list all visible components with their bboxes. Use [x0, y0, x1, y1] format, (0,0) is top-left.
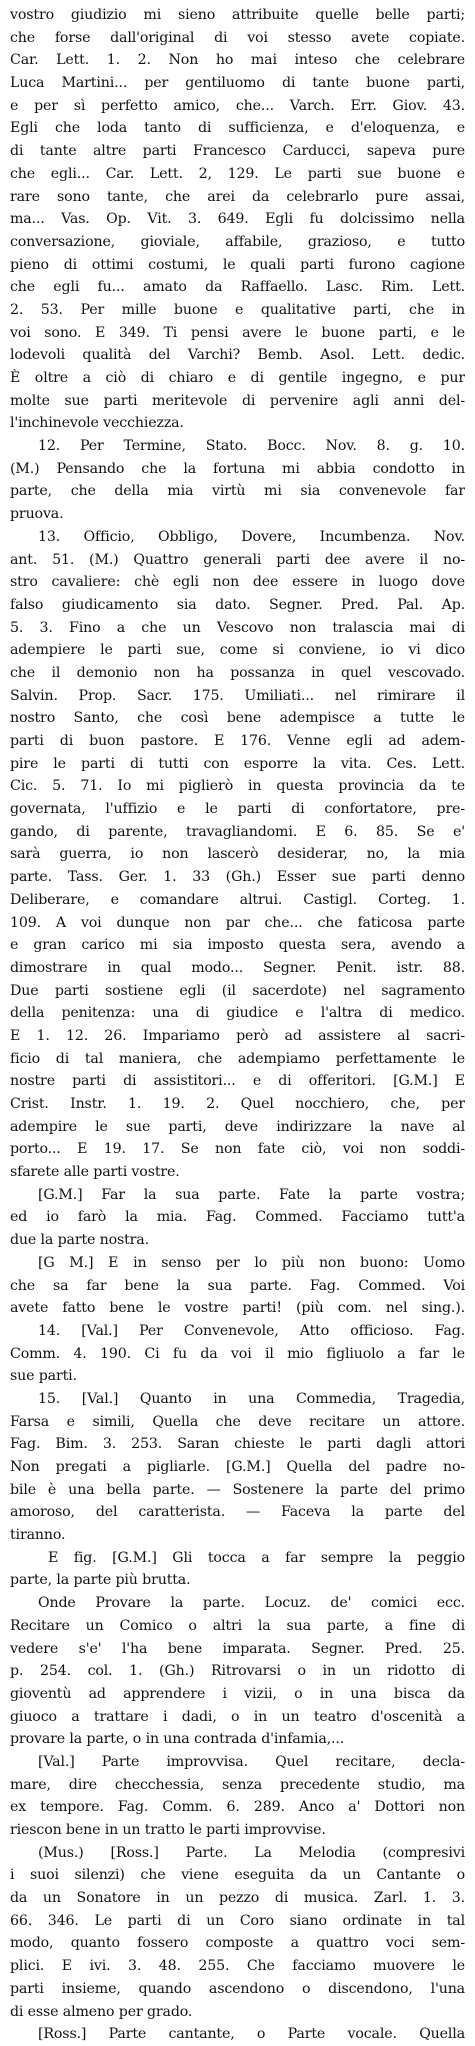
- text-line: stro cavaliere: chè egli non dee essere in luogo dove: [10, 574, 465, 591]
- text-line: Luca Martini... per gentiluomo di tante buone parti,: [10, 75, 465, 92]
- text-line: l'inchinevole vecchiezza.: [10, 415, 184, 432]
- text-line: vostro giudizio mi sieno attribuite quelle belle parti;: [10, 7, 465, 23]
- text-line: sarà guerra, io non lascerò desiderar, no, la mia: [10, 846, 465, 863]
- text-line: 5. 3. Fino a che un Vescovo non tralascia mai di: [10, 619, 465, 636]
- text-line: È oltre a ciò di chiaro e di gentile ingegno, e pur: [10, 370, 465, 386]
- text-line: pieno di ottimi costumi, le quali parti furono cagione: [10, 256, 465, 273]
- text-line: falso giudicamento sia dato. Segner. Pred. Pal. Ap.: [10, 596, 465, 613]
- section-heading: 13. Officio, Obbligo, Dovere, Incumbenza. Nov.: [38, 528, 465, 545]
- text-line: da un Sonatore in un pezzo di musica. Zarl. 1. 3.: [10, 1890, 465, 1907]
- text-line: di esse almeno per grado.: [10, 2003, 193, 2020]
- text-line: Comm. 4. 190. Ci fu da voi il mio figliuolo a far le: [10, 1345, 465, 1362]
- text-line: Deliberare, e comandare altrui. Castigl. Corteg. 1.: [10, 891, 465, 908]
- text-line: gioventù ad apprendere i vizii, o in una bisca da: [10, 1685, 465, 1702]
- text-line: plici. E ivi. 3. 48. 255. Che facciamo muovere le: [10, 1958, 465, 1975]
- subentry-heading: (Mus.) [Ross.] Parte. La Melodia (compresivi: [38, 1844, 465, 1861]
- text-line: due la parte nostra.: [10, 1232, 149, 1249]
- text-line: adempire le sue parti, deve indirizzare la nave al: [10, 1118, 465, 1135]
- text-line: che il demonio non ha possanza in quel vescovado.: [10, 664, 465, 681]
- subentry-heading: [Val.] Parte improvvisa. Quel recitare, decla-: [38, 1753, 465, 1770]
- text-line: parte. Tass. Ger. 1. 33 (Gh.) Esser sue parti denno: [10, 869, 465, 886]
- text-line: mare, dire checchessia, senza precedente studio, ma: [10, 1776, 465, 1793]
- text-line: lodevoli qualità del Varchi? Bemb. Asol. Lett. dedic.: [10, 347, 465, 364]
- text-line: 2. 53. Per mille buone e qualitative parti, che in: [10, 301, 465, 318]
- text-line: nostre parti di assistitori... e di offeritori. [G.M.] E: [10, 1073, 465, 1090]
- text-line: di tante altre parti Francesco Carducci, sapeva pure: [10, 143, 465, 160]
- text-line: riescon bene in un tratto le parti improvvise.: [10, 1822, 326, 1838]
- text-line: avete fatto bene le vostre parti! (più com. nel sing.).: [10, 1300, 465, 1317]
- text-line: dimostrare in qual modo... Segner. Penit. istr. 88.: [10, 959, 465, 976]
- text-line: Farsa e simili, Quella che deve recitare un attore.: [10, 1413, 465, 1430]
- section-heading: 12. Per Termine, Stato. Bocc. Nov. 8. g. 10.: [38, 438, 465, 455]
- text-line: bile è una bella parte. — Sostenere la parte del primo: [10, 1481, 465, 1498]
- text-line: sfarete alle parti vostre.: [10, 1164, 180, 1181]
- text-line: Non pregati a pigliarle. [G.M.] Quella del padre no-: [10, 1459, 465, 1475]
- text-line: governata, l'uffizio e le parti di confortatore, pre-: [10, 801, 465, 818]
- section-heading: 14. [Val.] Per Convenevole, Atto officioso. Fag.: [38, 1322, 465, 1339]
- text-line: ma... Vas. Op. Vit. 3. 649. Egli fu dolcissimo nella: [10, 211, 465, 228]
- text-line: parte, che della mia virtù mi sia convenevole far: [10, 483, 465, 500]
- text-line: giuoco a trattare i dadi, o in un teatro d'oscenità a: [10, 1708, 465, 1725]
- text-line: parti insieme, quando ascendono o discendono, l'una: [10, 1980, 465, 1997]
- text-line: provare la parte, o in una contrada d'infamia,...: [10, 1731, 345, 1748]
- text-line: ex tempore. Fag. Comm. 6. 289. Anco a' Dottori non: [10, 1799, 465, 1816]
- text-line: vedere s'e' l'ha bene imparata. Segner. Pred. 25.: [10, 1640, 465, 1657]
- text-line: (M.) Pensando che la fortuna mi abbia condotto in: [10, 460, 465, 477]
- text-line: nostro Santo, che così bene adempisce a tutte le: [10, 710, 465, 727]
- text-line: e gran carico mi sia imposto questa sera, avendo a: [10, 937, 465, 954]
- text-line: che egli... Car. Lett. 2, 129. Le parti sue buone e: [10, 165, 465, 182]
- text-line: che sa far bene la sua parte. Fag. Commed. Voi: [10, 1277, 465, 1294]
- subentry-heading: [Ross.] Parte cantante, o Parte vocale. Quella: [38, 2026, 465, 2043]
- text-line: conversazione, gioviale, affabile, grazioso, e tutto: [10, 233, 465, 250]
- section-heading: 15. [Val.] Quanto in una Commedia, Tragedia,: [38, 1390, 465, 1407]
- text-line: Fag. Bim. 3. 253. Saran chieste le parti dagli attori: [10, 1436, 465, 1453]
- text-line: ed io farò la mia. Fag. Commed. Facciamo tutt'a: [10, 1209, 465, 1226]
- text-line: voi sono. E 349. Ti pensi avere le buone parti, e le: [10, 324, 465, 341]
- text-line: ficio di tal maniera, che adempiamo perfettamente le: [10, 1050, 465, 1067]
- subentry-heading: [G.M.] Far la sua parte. Fate la parte vostra;: [38, 1186, 465, 1203]
- text-line: parti di buon pastore. E 176. Venne egli ad adem-: [10, 733, 465, 749]
- text-line: Recitare un Comico o altri la sua parte, a fine di: [10, 1617, 465, 1634]
- text-line: Car. Lett. 1. 2. Non ho mai inteso che celebrare: [10, 52, 465, 69]
- text-line: sue parti.: [10, 1368, 77, 1385]
- text-line: della penitenza: una di giudice e l'altra di medico.: [10, 1005, 465, 1022]
- text-line: tiranno.: [10, 1527, 66, 1544]
- text-line: pire le parti di tutti con esporre la vita. Ces. Lett.: [10, 755, 465, 772]
- text-line: porto... E 19. 17. Se non fate ciò, voi non soddi-: [10, 1141, 465, 1158]
- text-line: ant. 51. (M.) Quattro generali parti dee avere il no-: [10, 551, 465, 568]
- text-line: molte sue parti meritevole di pervenire agli anni del-: [10, 392, 465, 409]
- subentry-heading: [G M.] E in senso per lo più non buono: Uomo: [38, 1254, 465, 1271]
- subentry-heading: Onde Provare la parte. Locuz. de' comici ecc.: [38, 1595, 465, 1612]
- text-line: che forse dall'original di voi stesso avete copiate.: [10, 29, 465, 46]
- text-line: Cic. 5. 71. Io mi piglierò in questa provincia da te: [10, 778, 465, 795]
- text-line: Salvin. Prop. Sacr. 175. Umiliati... nel rimirare il: [10, 687, 465, 704]
- text-line: Crist. Instr. 1. 19. 2. Quel nocchiero, che, per: [10, 1096, 465, 1112]
- text-line: E 1. 12. 26. Impariamo però ad assistere al sacri-: [10, 1027, 465, 1044]
- text-line: Egli che loda tanto di sufficienza, e d'eloquenza, e: [10, 120, 465, 137]
- text-line: gando, di parente, travagliandomi. E 6. 85. Se e': [10, 823, 465, 840]
- text-line: modo, quanto fossero composte a quattro voci sem-: [10, 1935, 465, 1952]
- text-line: Due parti sostiene egli (il sacerdote) nel sagramento: [10, 982, 465, 999]
- text-line: pruova.: [10, 506, 64, 523]
- text-line: 66. 346. Le parti di un Coro siano ordinate in tal: [10, 1912, 465, 1929]
- text-line: che egli fu... amato da Raffaello. Lasc. Rim. Lett.: [10, 279, 465, 296]
- text-line: parte, la parte più brutta.: [10, 1572, 191, 1589]
- text-line: amoroso, del caratterista. — Faceva la parte del: [10, 1504, 465, 1521]
- text-line: i suoi silenzi) che viene eseguita da un Cantante o: [10, 1867, 465, 1884]
- text-line: e per sì perfetto amico, che... Varch. Err. Giov. 43.: [10, 97, 465, 114]
- text-line: 109. A voi dunque non par che... che faticosa parte: [10, 914, 465, 931]
- text-line: p. 254. col. 1. (Gh.) Ritrovarsi o in un ridotto di: [10, 1663, 465, 1680]
- text-line: adempiere le parti sue, come si conviene, io vi dico: [10, 642, 465, 659]
- subentry-heading: E fig. [G.M.] Gli tocca a far sempre la peggio: [48, 1549, 465, 1566]
- text-line: rare sono tante, che arei da celebrarlo pure assai,: [10, 188, 465, 205]
